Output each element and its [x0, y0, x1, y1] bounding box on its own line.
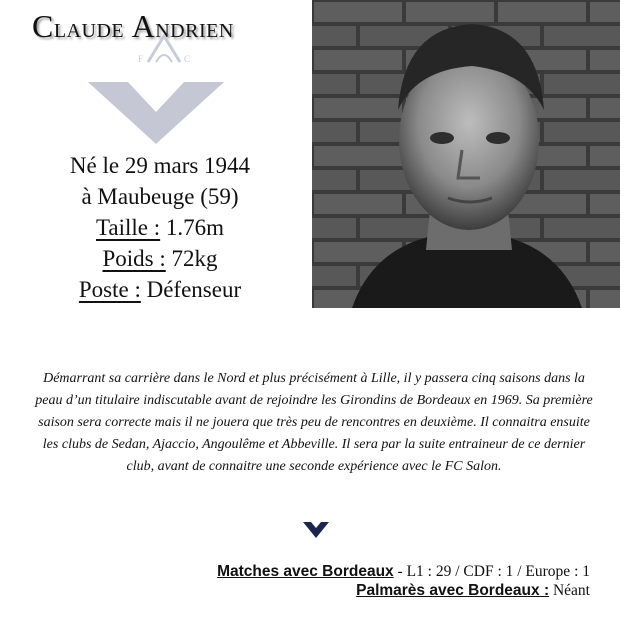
- club-monogram-icon: [134, 32, 194, 72]
- position-value: Défenseur: [146, 277, 242, 302]
- title-initial: C: [32, 8, 54, 44]
- matches-label: Matches avec Bordeaux: [217, 563, 394, 580]
- height-row: [10, 212, 310, 243]
- chevron-down-icon: [303, 522, 329, 538]
- honours-label: Palmarès avec Bordeaux :: [356, 582, 550, 599]
- player-info: [10, 150, 310, 305]
- player-portrait-image: [312, 0, 620, 308]
- title-first-name: laude: [53, 13, 132, 44]
- svg-text:C: C: [184, 54, 191, 64]
- weight-row: [10, 243, 310, 274]
- biography-text: Démarrant sa carrière dans le Nord et plus précisément à Lille, il y passera cinq saisons dans la peau d’un titulaire indiscutable avant de rejoindre les Girondins de Bordeaux en 1969. Sa première saison sera correcte mais il ne jouera que très peu de rencontres en deuxième. Il connaitra ensuite les clubs de Sedan, Ajaccio, Angoulême et Abbeville. Il sera par la suite entraineur de ce dernier club, avant de connaitre une seconde expérience avec le FC Salon.: [35, 371, 593, 474]
- position-row: [10, 274, 310, 305]
- chevron-down-icon: [88, 82, 224, 144]
- bordeaux-stats: [217, 562, 590, 600]
- honours-value: Néant: [549, 582, 590, 599]
- birth-date: Né le 29 mars 1944: [69, 153, 251, 178]
- player-photo: [312, 0, 620, 308]
- height-label: Taille :: [95, 215, 161, 240]
- matches-value: - L1 : 29 / CDF : 1 / Europe : 1: [393, 563, 590, 580]
- matches-row: [217, 562, 590, 581]
- birthplace: à Maubeuge (59): [81, 184, 239, 209]
- player-name-title: [32, 8, 234, 45]
- honours-row: [217, 581, 590, 600]
- title-initial: A: [131, 8, 156, 44]
- title-last-name: ndrien: [155, 13, 234, 44]
- position-label: Poste :: [78, 277, 141, 302]
- weight-value: 72kg: [171, 246, 218, 271]
- height-value: 1.76m: [165, 215, 225, 240]
- weight-label: Poids :: [102, 246, 166, 271]
- svg-text:F: F: [138, 54, 144, 64]
